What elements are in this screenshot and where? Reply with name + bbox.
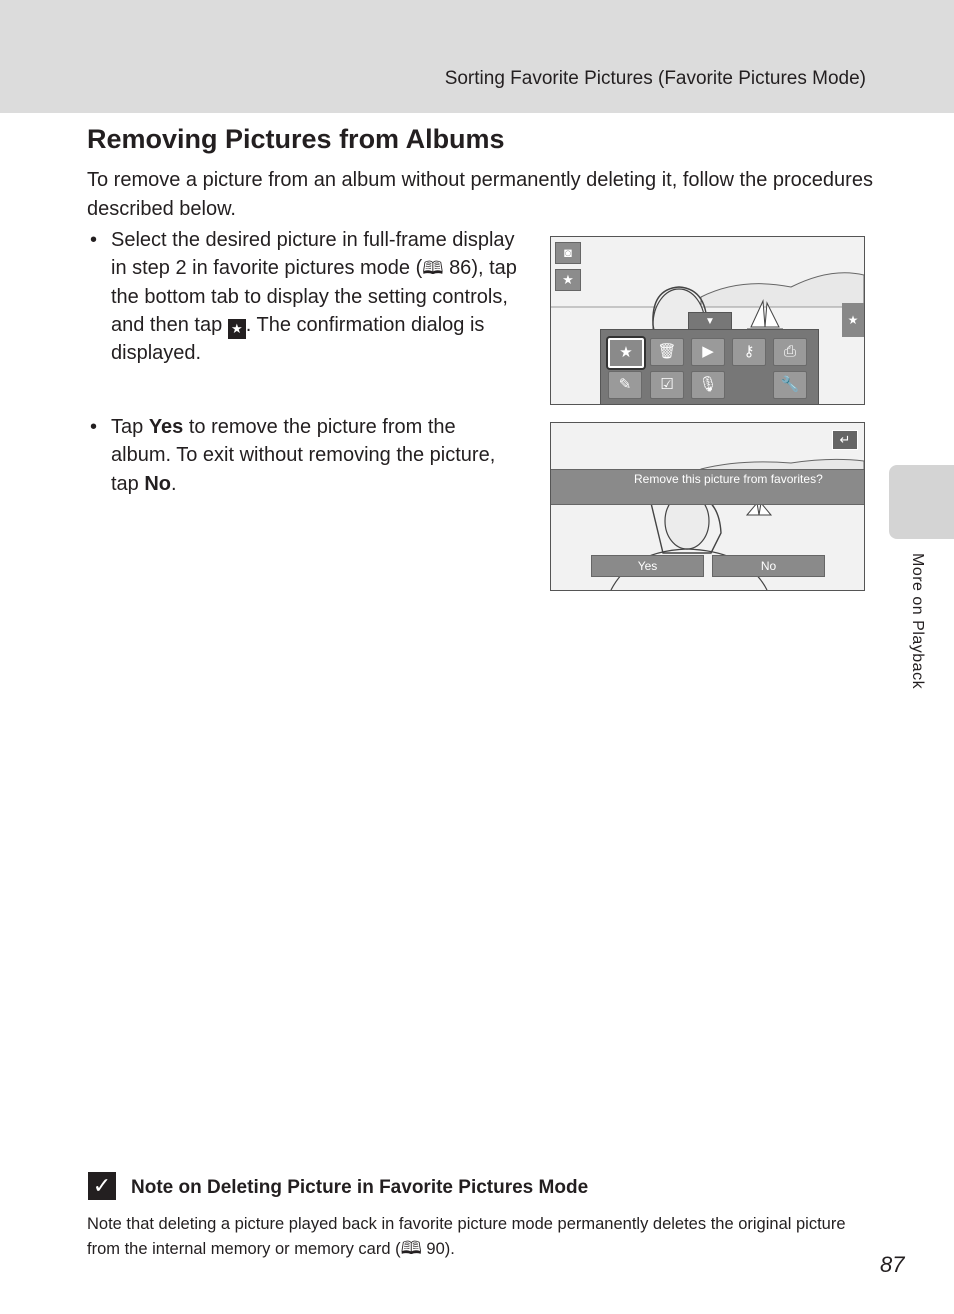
book-ref-icon: 🕮 <box>400 1238 422 1258</box>
book-ref-icon: 🕮 <box>422 258 444 279</box>
protect-key-icon[interactable]: ⚷ <box>732 338 766 366</box>
dialog-message: Remove this picture from favorites? <box>634 472 823 486</box>
bullet-tap-yes <box>90 413 520 503</box>
remove-from-favorites-icon[interactable]: ★ <box>608 338 644 368</box>
bullet-text: Tap Yes to remove the picture from the album. To exit without removing the picture, tap No. <box>111 416 496 495</box>
no-emphasis: No <box>144 472 172 495</box>
bullet-select-picture <box>90 226 520 376</box>
yes-button[interactable]: Yes <box>591 555 704 577</box>
running-title: Sorting Favorite Pictures (Favorite Pictures Mode) <box>444 68 866 89</box>
favorite-album-icon[interactable]: ★ <box>555 269 581 291</box>
camera-screen-confirmation <box>550 422 865 591</box>
voice-memo-icon[interactable]: 🎙 <box>691 371 725 399</box>
camera-screen-setting-controls <box>550 236 865 405</box>
page-number: 87 <box>880 1252 905 1277</box>
setup-wrench-icon[interactable]: 🔧 <box>773 371 807 399</box>
favorite-remove-icon: ★ <box>228 319 246 339</box>
slideshow-icon[interactable]: ▶ <box>691 338 725 366</box>
bullet-dot: • <box>90 416 98 438</box>
section-title: Removing Pictures from Albums <box>87 124 505 154</box>
page-ref: 90 <box>426 1240 445 1258</box>
confirmation-dialog <box>551 469 864 505</box>
chapter-tab-label: More on Playback <box>909 553 926 690</box>
intro-paragraph: To remove a picture from an album without permanently deleting it, follow the procedures described below. <box>87 169 873 220</box>
bullet-dot: • <box>90 229 98 251</box>
chevron-down-icon[interactable]: ▼ <box>688 312 732 331</box>
print-icon[interactable]: ⎙ <box>773 338 807 366</box>
edit-check-icon[interactable]: ☑ <box>650 371 684 399</box>
favorite-tab-icon[interactable]: ★ <box>842 303 864 337</box>
no-button[interactable]: No <box>712 555 825 577</box>
page-ref: 86 <box>449 257 472 280</box>
camera-mode-icon[interactable]: ◙ <box>555 242 581 264</box>
chapter-tab <box>889 465 954 539</box>
note-title: Note on Deleting Picture in Favorite Pictures Mode <box>131 1177 589 1198</box>
note-text: Note that deleting a picture played back in favorite picture mode permanently deletes the original picture from the internal memory or memory card (🕮 90). <box>87 1215 846 1258</box>
checkmark-note-icon: ✓ <box>88 1172 116 1200</box>
trash-icon[interactable]: 🗑 <box>650 338 684 366</box>
retouch-icon[interactable]: ✎ <box>608 371 642 399</box>
header-band <box>0 0 954 113</box>
back-icon[interactable]: ↵ <box>832 430 858 450</box>
bullet-text: Select the desired picture in full-frame display in step 2 in favorite pictures mode (🕮 86), tap the bottom tab to display the setting controls, and then tap ★ . The confirmation dialog is displayed. <box>111 229 517 365</box>
setting-controls-panel <box>600 329 819 405</box>
yes-emphasis: Yes <box>148 416 184 438</box>
